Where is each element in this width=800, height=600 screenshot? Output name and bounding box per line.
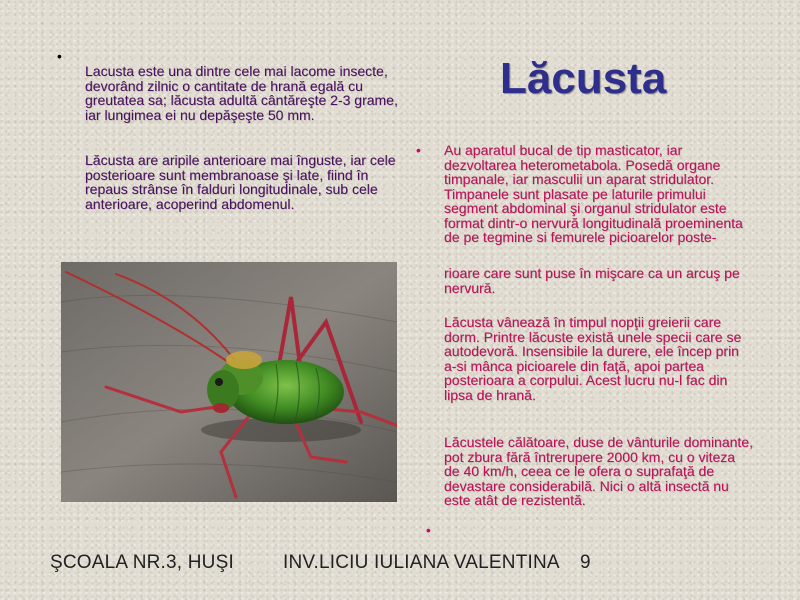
footer-school: ŞCOALA NR.3, HUŞI [50, 552, 234, 573]
right-paragraph-1: Au aparatul bucal de tip masticator, iar dezvoltarea heterometabola. Posedă organe timpanale, iar masculii un aparat stridulator. Timpanele sunt plasate pe laturile primului segment abdominal şi organul stridulator este format dintr-o nervură longitudinală proeminenta de pe tegmine si femurele picioarelor poste- [444, 142, 743, 245]
right-bullet: • [416, 142, 421, 158]
left-bullet: • [57, 48, 62, 64]
right-paragraph-2: Lăcusta vânează în timpul nopţii greierii care dorm. Printre lăcuste există unele specii care se autodevoră. Insensibile la durere, ele încep prin a-si mânca picioarele din faţă, apoi partea posterioara a corpului. Acest lucru nu-l fac din lipsa de hrană. [444, 314, 742, 403]
left-paragraph-2: Lăcusta are aripile anterioare mai înguste, iar cele posterioare sunt membranoase şi late, fiind în repaus strânse în falduri longitudinale, sub cele anterioare, acoperind abdomenul. [85, 152, 396, 212]
right-paragraph-3: Lăcustele călătoare, duse de vânturile dominante, pot zbura fără întrerupere 2000 km, cu o viteza de 40 km/h, ceea ce le ofera o suprafaţă de devastare considerabilă. Nici o altă insectă nu este atât de rezistentă. [444, 434, 753, 508]
footer-author: INV.LICIU IULIANA VALENTINA [283, 552, 560, 573]
right-bullet-empty: • [426, 522, 431, 538]
left-paragraph-1: Lacusta este una dintre cele mai lacome insecte, devorând zilnic o cantitate de hrană egală cu greutatea sa; lăcusta adultă cântăreşte 2-3 grame, iar lungimea ei nu depăşeşte 50 mm. [85, 63, 398, 123]
footer-page-number: 9 [580, 552, 591, 573]
right-paragraph-1-cont: rioare care sunt puse în mişcare ca un arcuş pe nervură. [444, 265, 740, 296]
grasshopper-photo [61, 262, 397, 502]
slide-title: Lăcusta [500, 54, 667, 103]
